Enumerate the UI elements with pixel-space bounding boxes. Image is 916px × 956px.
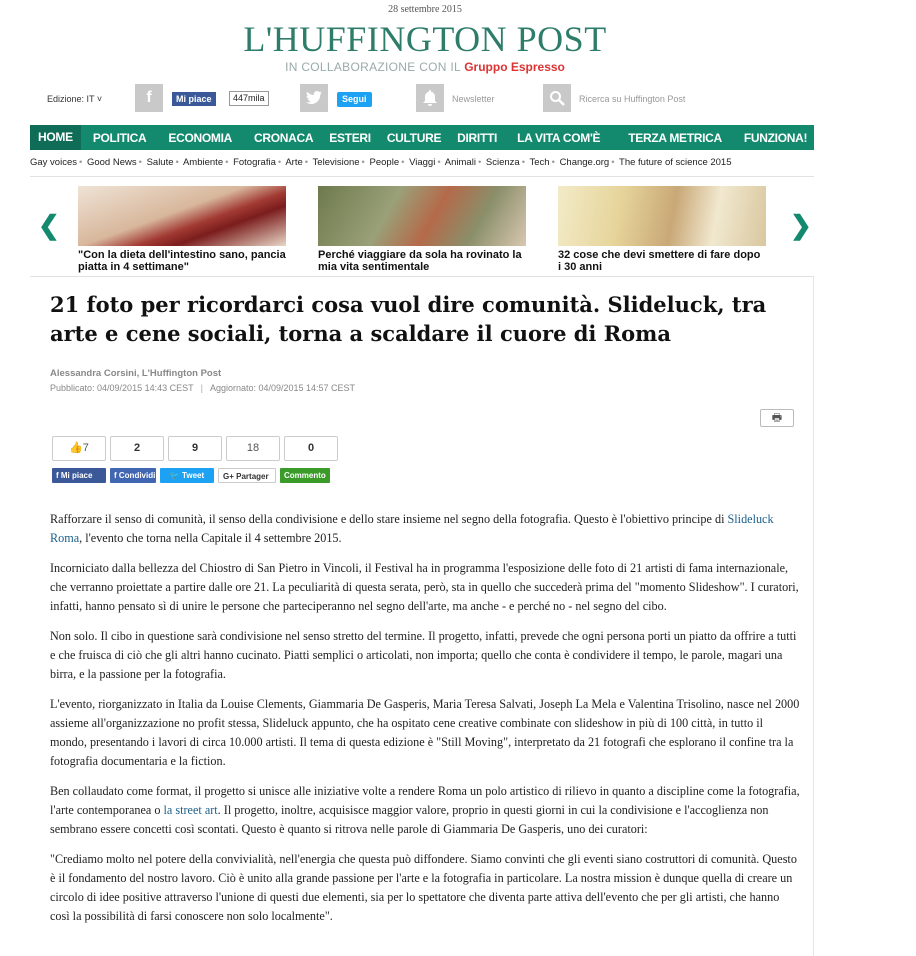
facebook-icon: f xyxy=(56,471,61,480)
nav-cronaca[interactable]: CRONACA xyxy=(254,130,314,145)
nav-video[interactable]: VIDEO xyxy=(871,130,908,145)
nav-la-vita-come[interactable]: LA VITA COM'È xyxy=(517,130,601,145)
facebook-like-share-button[interactable]: f Mi piace xyxy=(52,468,106,483)
carousel-image-cherries[interactable] xyxy=(78,186,286,246)
subnav-item[interactable]: Arte xyxy=(285,157,303,168)
google-plus-count: 18 xyxy=(226,436,280,461)
column-divider xyxy=(813,276,814,956)
carousel-caption[interactable]: Perché viaggiare da sola ha rovinato la mia vita sentimentale xyxy=(318,249,522,273)
facebook-share-count: 2 xyxy=(110,436,164,461)
tweet-button[interactable]: 🐦 Tweet xyxy=(160,468,214,483)
subnav-item[interactable]: Gay voices xyxy=(30,157,77,168)
newsletter-link[interactable]: Newsletter xyxy=(452,94,495,104)
nav-esteri[interactable]: ESTERI xyxy=(329,130,371,145)
article-header xyxy=(50,290,800,393)
nav-politica[interactable]: POLITICA xyxy=(92,130,147,145)
nav-diritti[interactable]: DIRITTI xyxy=(457,130,498,145)
facebook-like-count: 447mila xyxy=(229,91,269,106)
share-buttons xyxy=(52,468,330,483)
divider xyxy=(30,176,814,177)
subnav-item[interactable]: People xyxy=(369,157,400,168)
facebook-icon: f xyxy=(114,471,119,480)
article-paragraph: "Crediamo molto nel potere della convivialità, nell'energia che questa può diffondere. Siamo convinti che gli eventi siano costruttori di comunità. Questo è il fondamento del nostro lavoro. Ciò è unito alla grande passione per l'arte e la fotografia in particolare. La nostra mission è dunque quella di creare un circolo di idee positive attraverso l'unione di questi due elementi, sia per lo spettatore che diventa parte attiva dell'evento che per gli artisti, che hanno così la possibilità di farsi conoscere non solo localmente". xyxy=(50,852,797,923)
slideluck-roma-link[interactable]: Slideluck Roma xyxy=(50,512,774,545)
facebook-share-button[interactable]: f Condividi xyxy=(110,468,156,483)
collab-brand[interactable]: Gruppo Espresso xyxy=(464,60,565,74)
thumbs-up-icon: 👍 xyxy=(69,442,83,454)
carousel-card[interactable] xyxy=(558,186,766,273)
main-navigation xyxy=(30,125,908,150)
article-paragraph: L'evento, riorganizzato in Italia da Louise Clements, Giammaria De Gasperis, Maria Teresa Salvati, Joseph La Mela e Valentina Trisolino, nasce nel 2000 assieme all'organizzazione no profit stessa, Slideluck appunto, che ha ospitato cene creative combinate con slideshow in più di 100 città, in tutto il mondo, presentando i lavori di circa 10.000 artisti. Il tema di questa edizione è "Still Moving", interpretato da 21 fotografi che esplorano il confine tra la fotografia documentaria e la fiction. xyxy=(50,697,800,768)
collab-line xyxy=(0,60,850,74)
subnav-item[interactable]: Animali xyxy=(444,157,476,168)
comment-button[interactable]: Commento xyxy=(280,468,330,483)
facebook-icon[interactable]: f xyxy=(135,84,163,112)
share-counters xyxy=(52,436,338,461)
header-date: 28 settembre 2015 xyxy=(388,4,462,15)
subnav-item[interactable]: Tech xyxy=(529,157,550,168)
collab-prefix: IN COLLABORAZIONE CON IL xyxy=(285,60,461,74)
facebook-like-button[interactable]: Mi piace xyxy=(172,92,216,106)
site-logo[interactable]: L'HUFFINGTON POST xyxy=(243,19,607,59)
search-icon[interactable] xyxy=(543,84,571,112)
subnav-item[interactable]: Fotografia xyxy=(233,157,276,168)
twitter-icon: 🐦 xyxy=(169,471,183,480)
subnav-item[interactable]: The future of science 2015 xyxy=(619,157,732,168)
article-author[interactable]: Alessandra Corsini, L'Huffington Post xyxy=(50,368,222,379)
carousel-image-travel[interactable] xyxy=(318,186,526,246)
article-dates: Pubblicato: 04/09/2015 14:43 CEST | Aggiornato: 04/09/2015 14:57 CEST xyxy=(50,383,356,393)
subnav-item[interactable]: Salute xyxy=(146,157,174,168)
google-icon: G+ xyxy=(223,472,237,481)
carousel-next-arrow-icon[interactable]: ❯ xyxy=(790,210,812,240)
subnav-item[interactable]: Change.org xyxy=(559,157,610,168)
carousel-card[interactable] xyxy=(78,186,286,273)
subnav-item[interactable]: Viaggi xyxy=(409,157,436,168)
printer-icon: 🖶 xyxy=(771,412,783,424)
print-button[interactable] xyxy=(760,409,794,427)
nav-economia[interactable]: ECONOMIA xyxy=(168,130,233,145)
utility-bar xyxy=(0,84,850,116)
article-paragraph: Rafforzare il senso di comunità, il senso della condivisione e dello stare insieme nel segno della fotografia. Questo è l'obiettivo principe di Slideluck Roma, l'evento che torna nella Capitale il 4 settembre 2015. xyxy=(50,512,774,545)
subnav-item[interactable]: Ambiente xyxy=(182,157,224,168)
article-paragraph: Incorniciato dalla bellezza del Chiostro di San Pietro in Vincoli, il Festival ha in programma l'esposizione delle foto di 21 artisti di fama internazionale, che verranno proiettate a partire dalle ore 21. La peculiarità di questa serata, però, sta in quello che succederà prima del "momento Slideshow". I curatori, infatti, hanno pensato sì di unire le persone che parteciperanno nel segno dell'arte, ma anche - e perché no - nel segno del cibo. xyxy=(50,561,799,613)
updated-date: Aggiornato: 04/09/2015 14:57 CEST xyxy=(209,383,356,393)
subnav-item[interactable]: Scienza xyxy=(485,157,520,168)
carousel-prev-arrow-icon[interactable]: ❮ xyxy=(38,210,60,240)
divider xyxy=(30,276,814,277)
carousel-caption[interactable]: 32 cose che devi smettere di fare dopo i 30 anni xyxy=(558,249,761,273)
subnav-item[interactable]: Good News xyxy=(86,157,137,168)
twitter-icon[interactable] xyxy=(300,84,328,112)
bell-icon[interactable] xyxy=(416,84,444,112)
street-art-link[interactable]: la street art xyxy=(163,803,218,817)
published-date: Pubblicato: 04/09/2015 14:43 CEST xyxy=(50,383,194,393)
tweet-count: 9 xyxy=(168,436,222,461)
search-input[interactable]: Ricerca su Huffington Post xyxy=(579,94,686,104)
article-paragraph: Ben collaudato come format, il progetto si unisce alle iniziative volte a rendere Roma un polo artistico di rilievo in quanto a discipline come la fotografia, l'arte contemporanea o la street art. Il progetto, inoltre, acquisisce maggior valore, proprio in questi giorni in cui la condivisione e l'accoglienza non sembrano essere concetti così scontati. Questo è quanto si ritrova nelle parole di Giammaria De Gasperis, uno dei curatori: xyxy=(50,784,800,836)
carousel-image-women[interactable] xyxy=(558,186,766,246)
article-title: 21 foto per ricordarci cosa vuol dire comunità. Slideluck, tra arte e cene sociali, torna a scaldare il cuore di Roma xyxy=(50,292,767,346)
like-counter: 👍7 xyxy=(52,436,106,461)
comment-count: 0 xyxy=(284,436,338,461)
twitter-follow-button[interactable]: Segui xyxy=(337,92,372,107)
article-paragraph: Non solo. Il cibo in questione sarà condivisione nel senso stretto del termine. Il progetto, infatti, prevede che ogni persona porti un piatto da offrire a tutti e che fruisca di ciò che gli altri hanno cucinato. Piatti semplici o articolati, non importa; quello che conta è condividere il tempo, le parole, magari una birra, e la passione per la fotografia. xyxy=(50,629,797,681)
nav-home[interactable]: HOME xyxy=(30,125,81,150)
carousel-caption[interactable]: "Con la dieta dell'intestino sano, pancia piatta in 4 settimane" xyxy=(78,249,286,273)
nav-culture[interactable]: CULTURE xyxy=(386,130,442,145)
sub-navigation: Gay voices • Good News • Salute • Ambiente • Fotografia • Arte • Televisione • People • Viaggi • Animali • Scienza • Tech • Change.org • The future of science 2015 xyxy=(30,157,732,168)
subnav-item[interactable]: Televisione xyxy=(312,157,360,168)
nav-funziona[interactable]: FUNZIONA! xyxy=(743,130,808,145)
edition-selector[interactable]: Edizione: IT ˅ xyxy=(47,94,103,104)
article-body xyxy=(50,510,800,937)
carousel-card[interactable] xyxy=(318,186,526,273)
google-plus-button[interactable]: G+ Partager xyxy=(218,468,276,483)
nav-terza-metrica[interactable]: TERZA METRICA xyxy=(628,130,722,145)
nav-stile[interactable]: STILE xyxy=(823,130,856,145)
